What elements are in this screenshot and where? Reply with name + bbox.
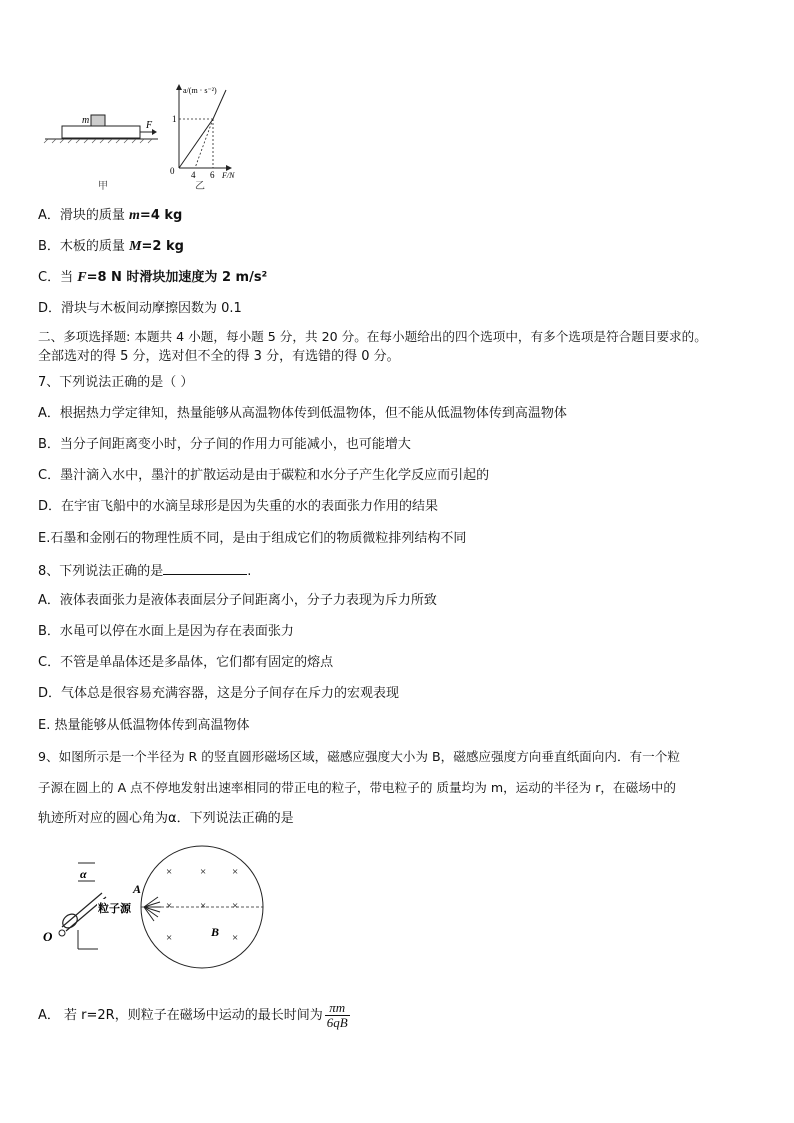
dotted-extension [195,119,213,168]
section2-line1: 二、多项选择题: 本题共 4 小题，每小题 5 分，共 20 分。在每小题给出的四个选项中，有多个选项是符合题目要求的。 [38,329,707,344]
q9-option-a [38,1000,350,1032]
q6-option-a-var: m [129,208,140,223]
x-tick-4: 4 [191,170,196,180]
force-label: F [146,120,153,131]
caption-jia: 甲 [98,181,108,192]
q6-option-c-var: F [77,270,87,285]
point-A-label: A [133,882,142,896]
alpha-label: α [80,867,87,881]
fraction-numerator: πm [325,1001,350,1016]
source-arm [62,893,102,927]
q6-option-c-pre: C．当 [38,270,78,285]
source-label: 粒子源 [98,902,131,915]
q7-option-c: C．墨汁滴入水中，墨汁的扩散运动是由于碳粒和水分子产生化学反应而引起的 [38,468,490,483]
q6-option-a-post: =4 kg [139,208,183,223]
q9-line3: 轨迹所对应的圆心角为α．下列说法正确的是 [38,811,294,826]
origin-label: 0 [170,166,175,176]
q7-option-b: B．当分子间距离变小时，分子间的作用力可能减小，也可能增大 [38,437,411,452]
figure-magnetic-field [40,845,280,980]
q6-option-a [38,208,182,224]
q8-option-c: C．不管是单晶体还是多晶体，它们都有固定的熔点 [38,655,334,670]
point-B-label: B [211,925,220,939]
figure-block-board-graph [40,82,250,194]
field-cross: × [166,866,173,878]
particle-source-apparatus [43,863,161,949]
q7-option-e: E.石墨和金刚石的物理性质不同，是由于组成它们的物质微粒排列结构不同 [38,531,467,546]
q6-option-d: D．滑块与木板间动摩擦因数为 0.1 [38,301,242,316]
q7-option-d: D．在宇宙飞船中的水滴呈球形是因为失重的水的表面张力作用的结果 [38,499,439,514]
y-tick-1: 1 [172,114,177,124]
q6-option-b-pre: B．木板的质量 [38,239,130,254]
answer-blank[interactable] [163,562,247,575]
q8-stem: 8、下列说法正确的是 [38,564,164,579]
field-cross: × [232,866,239,878]
x-axis-label: F/N [222,171,235,180]
q8-stem-end: . [247,564,252,579]
q6-option-b-var: M [129,239,142,254]
q8-stem-line [38,562,251,580]
mass-label: m [82,115,90,126]
field-cross: × [232,900,239,912]
field-cross: × [200,866,207,878]
q6-option-b [38,239,184,255]
board-diagram [44,115,158,192]
y-arrowhead [176,84,182,90]
y-axis-label: a/(m · s⁻²) [183,86,217,95]
af-graph [170,84,235,192]
q9-line2: 子源在圆上的 A 点不停地发射出速率相同的带正电的粒子，带电粒子的 质量均为 m，运动的半径为 r，在磁场中的 [38,780,676,795]
q6-option-c-post: =8 N 时滑块加速度为 2 m/s² [86,270,268,285]
q7-option-a: A．根据热力学定律知，热量能够从高温物体传到低温物体，但不能从低温物体传到高温物体 [38,406,567,421]
q9-line1: 9、如图所示是一个半径为 R 的竖直圆形磁场区域，磁感应强度大小为 B，磁感应强度方向垂直纸面向内．有一个粒 [38,749,680,764]
fraction-denominator: 6qB [326,1015,348,1030]
q7-stem: 7、下列说法正确的是（ ） [38,375,194,390]
force-arrowhead [152,129,157,135]
q8-option-b: B．水黾可以停在水面上是因为存在表面张力 [38,624,294,639]
q9-option-a-text: A． 若 r=2R，则粒子在磁场中运动的最长时间为 [38,1008,323,1023]
field-cross: × [232,932,239,944]
section2-line2: 全部选对的得 5 分，选对但不全的得 3 分，有选错的得 0 分。 [38,349,400,364]
field-cross: × [166,932,173,944]
q8-option-e: E. 热量能够从低温物体传到高温物体 [38,718,250,733]
O-label: O [43,929,53,944]
q6-option-c [38,270,267,286]
fraction [325,1001,350,1030]
graph-line-lower [179,119,213,168]
ground-hatch [44,139,152,143]
board [62,126,140,138]
field-cross: × [166,900,173,912]
x-tick-6: 6 [210,170,215,180]
q8-option-d: D．气体总是很容易充满容器，这是分子间存在斥力的宏观表现 [38,686,400,701]
q6-option-b-post: =2 kg [141,239,184,254]
field-cross: × [200,900,207,912]
q8-option-a: A．液体表面张力是液体表面层分子间距离小，分子力表现为斥力所致 [38,593,437,608]
caption-yi: 乙 [195,181,205,192]
slider-block [91,115,105,126]
q6-option-a-pre: A．滑块的质量 [38,208,130,223]
pivot-O [59,930,65,936]
emission-arrows [144,897,161,921]
